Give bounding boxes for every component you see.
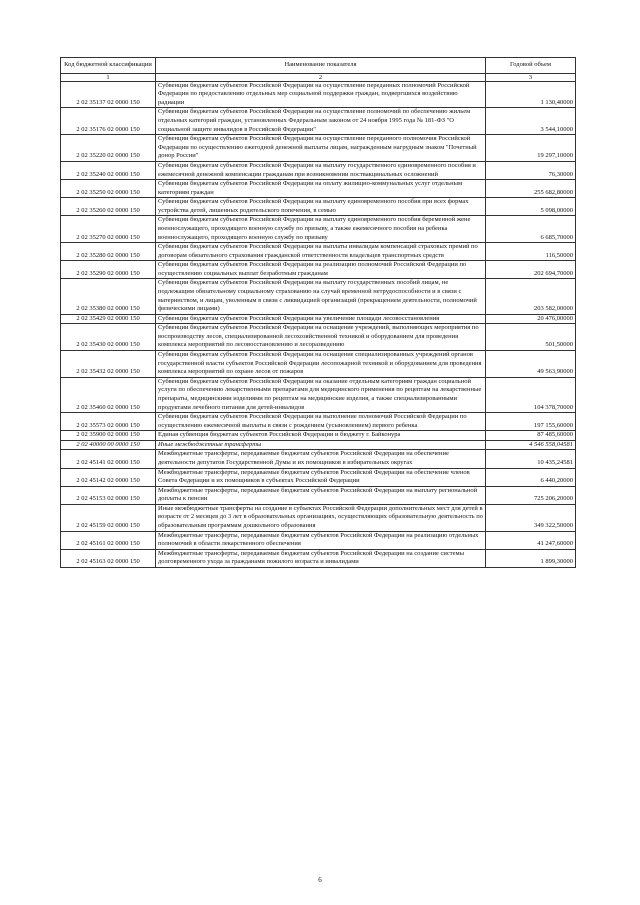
table-row (61, 261, 576, 279)
budget-code-cell: 2 02 35460 02 0000 150 (61, 377, 156, 412)
annual-volume-cell: 725 206,20000 (486, 486, 576, 504)
annual-volume-cell: 41 247,60000 (486, 531, 576, 549)
budget-code-cell: 2 02 35432 02 0000 150 (61, 351, 156, 378)
table-row (61, 531, 576, 549)
table-row (61, 314, 576, 324)
column-number-3: 3 (486, 73, 576, 81)
table-row (61, 279, 576, 314)
budget-code-cell: 2 02 35260 02 0000 150 (61, 198, 156, 216)
annual-volume-cell: 76,30000 (486, 161, 576, 179)
budget-code-cell: 2 02 35280 02 0000 150 (61, 243, 156, 261)
annual-volume-cell: 255 682,80000 (486, 180, 576, 198)
annual-volume-cell: 349 322,50000 (486, 504, 576, 531)
budget-code-cell: 2 02 45142 02 0000 150 (61, 468, 156, 486)
indicator-name-cell: Субвенции бюджетам субъектов Российской Федерации на выплату государственного единовременного пособия и ежемесячной денежной компенсации гражданам при возникновении поствакцинальных осложнений (156, 161, 486, 179)
table-row (61, 468, 576, 486)
table-row (61, 549, 576, 567)
indicator-name-cell: Субвенции бюджетам субъектов Российской Федерации на осуществление переданных полномочий Российской Федерации по предоставлению отдельных мер социальной поддержки граждан, подвергшихся воздействию радиации (156, 81, 486, 108)
annual-volume-cell: 6 685,70000 (486, 216, 576, 243)
budget-code-cell: 2 02 45163 02 0000 150 (61, 549, 156, 567)
budget-code-cell: 2 02 35176 02 0000 150 (61, 108, 156, 135)
budget-code-cell: 2 02 35137 02 0000 150 (61, 81, 156, 108)
annual-volume-cell: 3 544,10000 (486, 108, 576, 135)
annual-volume-cell: 20 476,00000 (486, 314, 576, 324)
annual-volume-cell: 501,50000 (486, 324, 576, 351)
page-number: 6 (318, 876, 322, 884)
budget-code-cell: 2 02 35430 02 0000 150 (61, 324, 156, 351)
table-row (61, 450, 576, 468)
column-number-row (61, 73, 576, 81)
column-number-1: 1 (61, 73, 156, 81)
header-row (61, 58, 576, 74)
indicator-name-cell: Субвенции бюджетам субъектов Российской Федерации на выплату единовременного пособия при всех формах устройства детей, лишенных родительского попечения, в семью (156, 198, 486, 216)
indicator-name-cell: Субвенции бюджетам субъектов Российской Федерации на реализацию полномочий Российской Федерации по осуществлению социальных выплат безработным гражданам (156, 261, 486, 279)
indicator-name-cell: Субвенции бюджетам субъектов Российской Федерации на выполнение полномочий Российской Федерации по осуществлению ежемесячной выплаты в связи с рождением (усыновлением) первого ребенка (156, 413, 486, 431)
budget-code-cell: 2 02 35220 02 0000 150 (61, 135, 156, 162)
budget-code-cell: 2 02 35240 02 0000 150 (61, 161, 156, 179)
budget-table (60, 57, 576, 568)
table-row (61, 486, 576, 504)
table-header (61, 58, 576, 82)
indicator-name-cell: Субвенции бюджетам субъектов Российской Федерации на увеличение площади лесовосстановления (156, 314, 486, 324)
annual-volume-cell: 5 098,00000 (486, 198, 576, 216)
table-row (61, 440, 576, 450)
table-row (61, 198, 576, 216)
indicator-name-cell: Субвенции бюджетам субъектов Российской Федерации на оснащение учреждений, выполняющих мероприятия по воспроизводству лесов, специализированной лесохозяйственной техникой и оборудованием для проведения комплекса мероприятий по лесовосстановлению и лесоразведению (156, 324, 486, 351)
table-row (61, 504, 576, 531)
annual-volume-cell: 202 694,70000 (486, 261, 576, 279)
budget-code-cell: 2 02 45153 02 0000 150 (61, 486, 156, 504)
header-name: Наименование показателя (156, 58, 486, 74)
indicator-name-cell: Субвенции бюджетам субъектов Российской Федерации на выплаты инвалидам компенсаций страховых премий по договорам обязательного страхования гражданской ответственности владельцев транспортных средств (156, 243, 486, 261)
indicator-name-cell: Межбюджетные трансферты, передаваемые бюджетам субъектов Российской Федерации на обеспечение членов Совета Федерации и их помощников в субъектах Российской Федерации (156, 468, 486, 486)
indicator-name-cell: Субвенции бюджетам субъектов Российской Федерации на оснащение специализированных учреждений органов государственной власти субъектов Российской Федерации лесопожарной техникой и оборудованием для проведения комплекса мероприятий по охране лесов от пожаров (156, 351, 486, 378)
indicator-name-cell: Субвенции бюджетам субъектов Российской Федерации на оказание отдельным категориям граждан социальной услуги по обеспечению лекарственными препаратами для медицинского применения по рецептам на лекарственные препараты, медицинскими изделиями по рецептам на медицинские изделия, а также специализированными продуктами лечебного питания для детей-инвалидов (156, 377, 486, 412)
table-row (61, 243, 576, 261)
table-row (61, 108, 576, 135)
table-row (61, 161, 576, 179)
indicator-name-cell: Субвенции бюджетам субъектов Российской Федерации на выплату государственных пособий лицам, не подлежащим обязательному социальному страхованию на случай временной нетрудоспособности и в связи с материнством, и лицам, уволенным в связи с ликвидацией организаций (прекращением деятельности, полномочий физическими лицами) (156, 279, 486, 314)
indicator-name-cell: Субвенции бюджетам субъектов Российской Федерации на осуществление полномочий по обеспечению жильем отдельных категорий граждан, установленных Федеральным законом от 24 ноября 1995 года № 181-ФЗ "О социальной защите инвалидов в Российской Федерации" (156, 108, 486, 135)
table-row (61, 180, 576, 198)
column-number-2: 2 (156, 73, 486, 81)
annual-volume-cell: 4 546 558,04581 (486, 440, 576, 450)
indicator-name-cell: Иные межбюджетные трансферты (156, 440, 486, 450)
annual-volume-cell: 49 563,90000 (486, 351, 576, 378)
indicator-name-cell: Межбюджетные трансферты, передаваемые бюджетам субъектов Российской Федерации на реализацию отдельных полномочий в области лекарственного обеспечения (156, 531, 486, 549)
annual-volume-cell: 104 378,70000 (486, 377, 576, 412)
table-row (61, 377, 576, 412)
annual-volume-cell: 87 485,60000 (486, 431, 576, 441)
budget-code-cell: 2 02 45141 02 0000 150 (61, 450, 156, 468)
header-code: Код бюджетной классификации (61, 58, 156, 74)
table-row (61, 216, 576, 243)
indicator-name-cell: Межбюджетные трансферты, передаваемые бюджетам субъектов Российской Федерации на выплату региональной доплаты к пенсии (156, 486, 486, 504)
indicator-name-cell: Субвенции бюджетам субъектов Российской Федерации на оплату жилищно-коммунальных услуг отдельным категориям граждан (156, 180, 486, 198)
table-row (61, 431, 576, 441)
indicator-name-cell: Иные межбюджетные трансферты на создание в субъектах Российской Федерации дополнительных мест для детей в возрасте от 2 месяцев до 3 лет в образовательных организациях, осуществляющих образовательную деятельность по образовательным программам дошкольного образования (156, 504, 486, 531)
budget-code-cell: 2 02 45161 02 0000 150 (61, 531, 156, 549)
annual-volume-cell: 197 155,60000 (486, 413, 576, 431)
annual-volume-cell: 10 435,24581 (486, 450, 576, 468)
indicator-name-cell: Межбюджетные трансферты, передаваемые бюджетам субъектов Российской Федерации на создание системы долговременного ухода за гражданами пожилого возраста и инвалидами (156, 549, 486, 567)
annual-volume-cell: 203 582,00000 (486, 279, 576, 314)
budget-code-cell: 2 02 35900 02 0000 150 (61, 431, 156, 441)
annual-volume-cell: 116,50000 (486, 243, 576, 261)
budget-code-cell: 2 02 35380 02 0000 150 (61, 279, 156, 314)
table-row (61, 413, 576, 431)
indicator-name-cell: Межбюджетные трансферты, передаваемые бюджетам субъектов Российской Федерации на обеспечение деятельности депутатов Государственной Думы и их помощников в избирательных округах (156, 450, 486, 468)
header-value: Годовой объем (486, 58, 576, 74)
budget-code-cell: 2 02 35250 02 0000 150 (61, 180, 156, 198)
table-row (61, 351, 576, 378)
indicator-name-cell: Субвенции бюджетам субъектов Российской Федерации на выплату единовременного пособия беременной жене военнослужащего, проходящего военную службу по призыву, а также ежемесячного пособия на ребенка военнослужащего, проходящего военную службу по призыву (156, 216, 486, 243)
table-body (61, 81, 576, 567)
annual-volume-cell: 1 899,30000 (486, 549, 576, 567)
annual-volume-cell: 1 130,40000 (486, 81, 576, 108)
table-row (61, 324, 576, 351)
annual-volume-cell: 19 297,10000 (486, 135, 576, 162)
budget-code-cell: 2 02 40000 00 0000 150 (61, 440, 156, 450)
budget-code-cell: 2 02 35573 02 0000 150 (61, 413, 156, 431)
table-row (61, 81, 576, 108)
budget-code-cell: 2 02 35270 02 0000 150 (61, 216, 156, 243)
indicator-name-cell: Единая субвенция бюджетам субъектов Российской Федерации и бюджету г. Байконура (156, 431, 486, 441)
annual-volume-cell: 6 440,20000 (486, 468, 576, 486)
budget-code-cell: 2 02 35290 02 0000 150 (61, 261, 156, 279)
indicator-name-cell: Субвенции бюджетам субъектов Российской Федерации на осуществление переданного полномочия Российской Федерации по осуществлению ежегодной денежной выплаты лицам, награжденным нагрудным знаком "Почетный донор России" (156, 135, 486, 162)
table-row (61, 135, 576, 162)
budget-code-cell: 2 02 45159 02 0000 150 (61, 504, 156, 531)
budget-code-cell: 2 02 35429 02 0000 150 (61, 314, 156, 324)
